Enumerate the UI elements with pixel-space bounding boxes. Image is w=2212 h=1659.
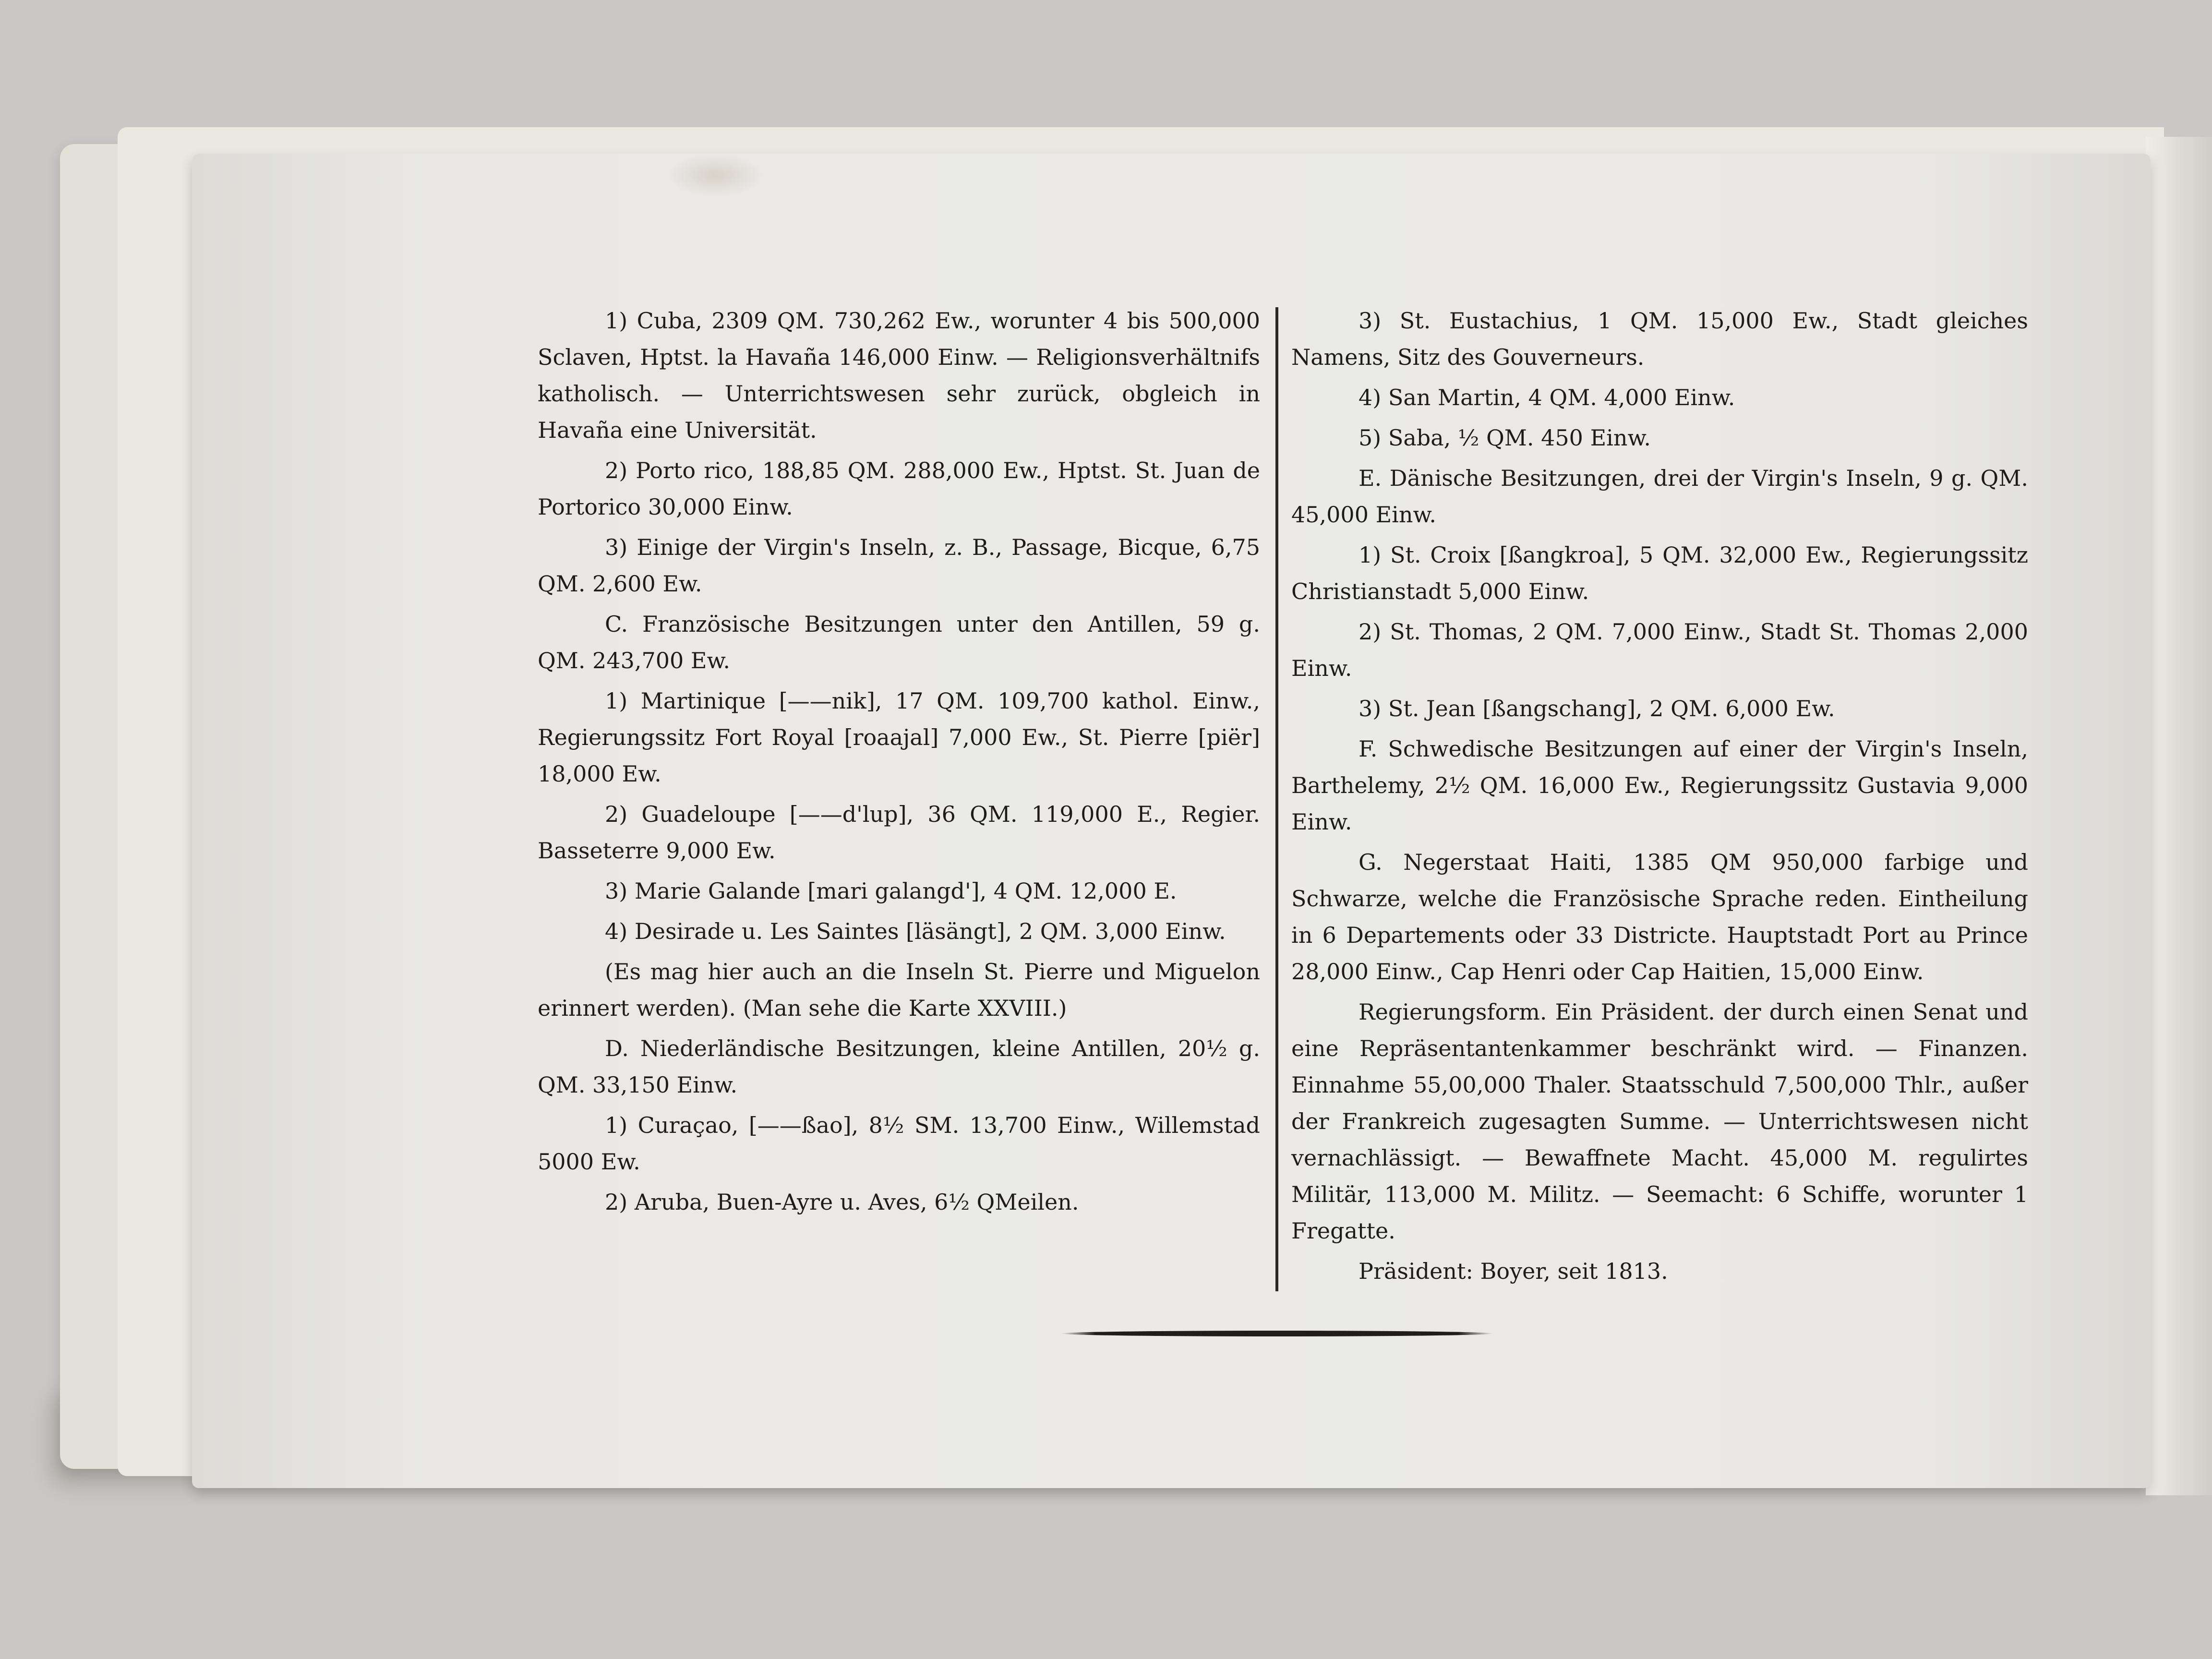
haiti-president: Präsident: Boyer, seit 1813. [1358,1258,1668,1284]
entry-virgin-islands: 3) Einige der Virgin's Inseln, z. B., Passage, Bicque, 6,75 QM. 2,600 Ew. [538,534,1260,597]
section-haiti: G. Negerstaat Haiti, 1385 QM 950,000 farbige und Schwarze, welche die Französische Sprache reden. Eintheilung in 6 Departements oder 33 Districte. Hauptstadt Port au Prince 28,000 Einw., Cap Henri oder Cap Haitien, 15,000 Einw. [1291,849,2028,985]
section-dutch-possessions: D. Niederländische Besitzungen, kleine Antillen, 20½ g. QM. 33,150 Einw. [538,1035,1260,1098]
entry-desirade: 4) Desirade u. Les Saintes [läsängt], 2 QM. 3,000 Einw. [605,918,1226,944]
entry-st-thomas: 2) St. Thomas, 2 QM. 7,000 Einw., Stadt St. Thomas 2,000 Einw. [1291,619,2028,681]
entry-curacao: 1) Curaçao, [——ßao], 8½ SM. 13,700 Einw., Willemstad 5000 Ew. [538,1112,1260,1175]
book-right-page-edge [2146,137,2212,1495]
entry-st-eustachius: 3) St. Eustachius, 1 QM. 15,000 Ew., Stadt gleiches Namens, Sitz des Gouverneurs. [1291,308,2028,370]
entry-guadeloupe: 2) Guadeloupe [——d'lup], 36 QM. 119,000 E., Regier. Basseterre 9,000 Ew. [538,801,1260,864]
entry-st-croix: 1) St. Croix [ßangkroa], 5 QM. 32,000 Ew., Regierungssitz Christianstadt 5,000 Einw. [1291,542,2028,604]
entry-st-jean: 3) St. Jean [ßangschang], 2 QM. 6,000 Ew. [1358,696,1835,721]
column-divider [1275,307,1278,1291]
entry-porto-rico: 2) Porto rico, 188,85 QM. 288,000 Ew., Hptst. St. Juan de Portorico 30,000 Einw. [538,457,1260,520]
haiti-government-details: Regierungsform. Ein Präsident. der durch einen Senat und eine Repräsentantenkammer beschränkt wird. — Finanzen. Einnahme 55,00,000 Thaler. Staatsschuld 7,500,000 Thlr., außer der Frankreich zugesagten Summe. — Unterrichtswesen nicht vernachlässigt. — Bewaffnete Macht. 45,000 M. regulirtes Militär, 113,000 M. Militz. — Seemacht: 6 Schiffe, worunter 1 Fregatte. [1291,999,2028,1244]
section-swedish-possessions: F. Schwedische Besitzungen auf einer der Virgin's Inseln, Barthelemy, 2½ QM. 16,000 Ew., Regierungssitz Gustavia 9,000 Einw. [1291,736,2028,835]
right-text-column [1291,302,2028,1293]
note-st-pierre: (Es mag hier auch an die Inseln St. Pierre und Miguelon erinnert werden). (Man sehe die Karte XXVIII.) [538,959,1260,1021]
left-text-column [538,302,1260,1224]
section-danish-possessions: E. Dänische Besitzungen, drei der Virgin's Inseln, 9 g. QM. 45,000 Einw. [1291,465,2028,528]
section-french-possessions: C. Französische Besitzungen unter den Antillen, 59 g. QM. 243,700 Ew. [538,611,1260,673]
entry-aruba: 2) Aruba, Buen-Ayre u. Aves, 6½ QMeilen. [605,1189,1079,1215]
entry-martinique: 1) Martinique [——nik], 17 QM. 109,700 kathol. Einw., Regierungssitz Fort Royal [roaajal] 7,000 Ew., St. Pierre [piër] 18,000 Ew. [538,688,1260,787]
end-rule [1061,1331,1493,1336]
entry-cuba: 1) Cuba, 2309 QM. 730,262 Ew., worunter 4 bis 500,000 Sclaven, Hptst. la Havaña 146,000 Einw. — Religionsverhältnifs katholisch. — Unterrichtswesen sehr zurück, obgleich in Havaña eine Universität. [538,308,1260,443]
entry-san-martin: 4) San Martin, 4 QM. 4,000 Einw. [1358,385,1735,410]
entry-marie-galande: 3) Marie Galande [mari galangd'], 4 QM. 12,000 E. [605,878,1177,904]
page-stain [667,154,763,197]
entry-saba: 5) Saba, ½ QM. 450 Einw. [1358,425,1651,451]
